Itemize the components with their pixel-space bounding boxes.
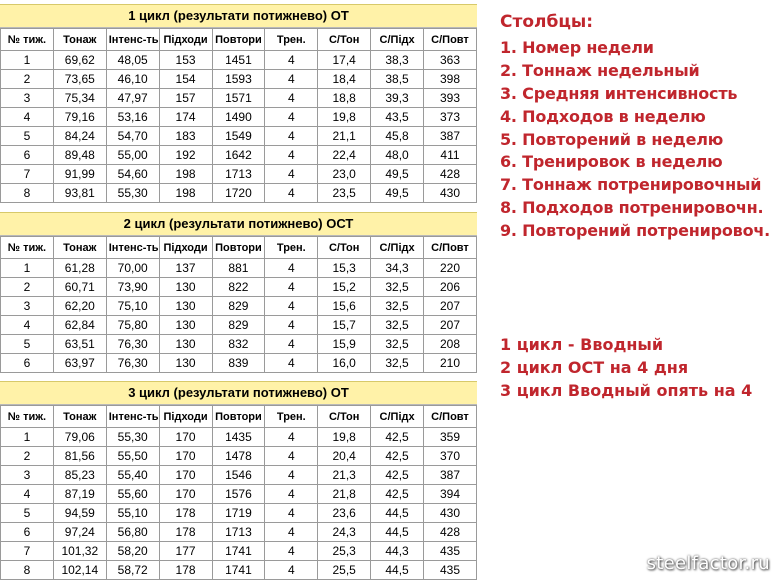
table-cell: 137 xyxy=(159,259,212,278)
legend-item: 5. Повторений в неделю xyxy=(500,129,724,149)
table-cell: 1576 xyxy=(212,485,265,504)
table-cell: 170 xyxy=(159,485,212,504)
cycle-note: 2 цикл ОСТ на 4 дня xyxy=(500,358,689,377)
table-cell: 62,84 xyxy=(53,316,106,335)
table-cell: 16,0 xyxy=(318,354,371,373)
cycle-1-block xyxy=(0,4,477,203)
table-cell: 15,7 xyxy=(318,316,371,335)
table-cell: 208 xyxy=(424,335,477,354)
table-row xyxy=(1,89,477,108)
table-row xyxy=(1,259,477,278)
column-header: № тиж. xyxy=(1,237,54,259)
table-cell: 387 xyxy=(424,127,477,146)
table-cell: 24,3 xyxy=(318,523,371,542)
legend-item: 9. Повторений потренировоч. xyxy=(500,221,771,241)
table-cell: 130 xyxy=(159,297,212,316)
table-cell: 23,0 xyxy=(318,165,371,184)
table-cell: 411 xyxy=(424,146,477,165)
legend-item: 3. Средняя интенсивность xyxy=(500,83,738,103)
table-cell: 398 xyxy=(424,70,477,89)
table-cell: 56,80 xyxy=(106,523,159,542)
table-cell: 839 xyxy=(212,354,265,373)
table-cell: 44,3 xyxy=(371,542,424,561)
table-cell: 1719 xyxy=(212,504,265,523)
table-row xyxy=(1,485,477,504)
table-cell: 5 xyxy=(1,127,54,146)
table-cell: 1593 xyxy=(212,70,265,89)
table-cell: 93,81 xyxy=(53,184,106,203)
table-cell: 2 xyxy=(1,278,54,297)
column-header: Тонаж xyxy=(53,29,106,51)
table-cell: 206 xyxy=(424,278,477,297)
table-cell: 62,20 xyxy=(53,297,106,316)
column-header: С/Тон xyxy=(318,406,371,428)
table-cell: 1713 xyxy=(212,523,265,542)
table-cell: 23,5 xyxy=(318,184,371,203)
header-row xyxy=(1,29,477,51)
table-cell: 18,4 xyxy=(318,70,371,89)
table-cell: 15,6 xyxy=(318,297,371,316)
table-cell: 6 xyxy=(1,354,54,373)
table-cell: 55,30 xyxy=(106,184,159,203)
column-header: С/Підх xyxy=(371,29,424,51)
table-row xyxy=(1,127,477,146)
table-cell: 387 xyxy=(424,466,477,485)
table-cell: 130 xyxy=(159,278,212,297)
column-header: № тиж. xyxy=(1,406,54,428)
table-cell: 130 xyxy=(159,316,212,335)
table-row xyxy=(1,561,477,580)
table-cell: 73,65 xyxy=(53,70,106,89)
table-cell: 4 xyxy=(265,259,318,278)
column-header: Тонаж xyxy=(53,237,106,259)
column-header: Трен. xyxy=(265,406,318,428)
table-cell: 19,8 xyxy=(318,428,371,447)
table-cell: 3 xyxy=(1,297,54,316)
legend-item: 7. Тоннаж потренировочный xyxy=(500,175,762,195)
table-cell: 881 xyxy=(212,259,265,278)
table-cell: 1 xyxy=(1,259,54,278)
column-header: С/Підх xyxy=(371,237,424,259)
table-cell: 76,30 xyxy=(106,335,159,354)
column-header: Підходи xyxy=(159,29,212,51)
legend-item: 2. Тоннаж недельный xyxy=(500,60,700,80)
table-cell: 207 xyxy=(424,297,477,316)
table-cell: 47,97 xyxy=(106,89,159,108)
table-cell: 4 xyxy=(265,428,318,447)
table-cell: 85,23 xyxy=(53,466,106,485)
table-cell: 42,5 xyxy=(371,428,424,447)
cycle-title: 3 цикл (результати потижнево) ОТ xyxy=(0,381,477,405)
table-cell: 43,5 xyxy=(371,108,424,127)
table-cell: 55,40 xyxy=(106,466,159,485)
table-cell: 63,97 xyxy=(53,354,106,373)
table-cell: 63,51 xyxy=(53,335,106,354)
table-cell: 76,30 xyxy=(106,354,159,373)
table-cell: 55,10 xyxy=(106,504,159,523)
cycle-title: 2 цикл (результати потижнево) ОСТ xyxy=(0,212,477,236)
table-cell: 2 xyxy=(1,447,54,466)
table-row xyxy=(1,354,477,373)
table-cell: 178 xyxy=(159,561,212,580)
table-cell: 170 xyxy=(159,466,212,485)
table-cell: 4 xyxy=(1,485,54,504)
table-cell: 430 xyxy=(424,184,477,203)
header-row xyxy=(1,237,477,259)
table-row xyxy=(1,335,477,354)
table-row xyxy=(1,297,477,316)
table-cell: 220 xyxy=(424,259,477,278)
table-cell: 23,6 xyxy=(318,504,371,523)
column-header: Повтори xyxy=(212,406,265,428)
table-cell: 17,4 xyxy=(318,51,371,70)
table-cell: 38,5 xyxy=(371,70,424,89)
table-cell: 6 xyxy=(1,523,54,542)
table-cell: 5 xyxy=(1,504,54,523)
table-cell: 6 xyxy=(1,146,54,165)
table-cell: 435 xyxy=(424,542,477,561)
cycle-table xyxy=(0,405,477,580)
table-cell: 1 xyxy=(1,51,54,70)
table-cell: 58,20 xyxy=(106,542,159,561)
table-cell: 4 xyxy=(265,316,318,335)
table-cell: 4 xyxy=(265,278,318,297)
table-cell: 48,05 xyxy=(106,51,159,70)
table-cell: 153 xyxy=(159,51,212,70)
column-header: Повтори xyxy=(212,237,265,259)
table-cell: 49,5 xyxy=(371,184,424,203)
table-cell: 4 xyxy=(265,165,318,184)
table-cell: 1720 xyxy=(212,184,265,203)
table-cell: 48,0 xyxy=(371,146,424,165)
header-row xyxy=(1,406,477,428)
table-cell: 373 xyxy=(424,108,477,127)
table-cell: 44,5 xyxy=(371,561,424,580)
table-row xyxy=(1,542,477,561)
table-cell: 54,60 xyxy=(106,165,159,184)
table-row xyxy=(1,316,477,335)
legend-item: 6. Тренировок в неделю xyxy=(500,152,723,172)
table-cell: 1478 xyxy=(212,447,265,466)
table-cell: 60,71 xyxy=(53,278,106,297)
cycle-3-block xyxy=(0,381,477,580)
table-cell: 81,56 xyxy=(53,447,106,466)
column-header: Повтори xyxy=(212,29,265,51)
table-cell: 73,90 xyxy=(106,278,159,297)
table-cell: 4 xyxy=(265,354,318,373)
table-cell: 101,32 xyxy=(53,542,106,561)
table-cell: 394 xyxy=(424,485,477,504)
table-cell: 34,3 xyxy=(371,259,424,278)
table-cell: 102,14 xyxy=(53,561,106,580)
table-cell: 38,3 xyxy=(371,51,424,70)
table-cell: 15,9 xyxy=(318,335,371,354)
table-cell: 829 xyxy=(212,316,265,335)
table-cell: 210 xyxy=(424,354,477,373)
table-cell: 1713 xyxy=(212,165,265,184)
table-cell: 55,30 xyxy=(106,428,159,447)
table-cell: 79,16 xyxy=(53,108,106,127)
table-cell: 157 xyxy=(159,89,212,108)
table-cell: 1571 xyxy=(212,89,265,108)
table-cell: 87,19 xyxy=(53,485,106,504)
cycle-note: 1 цикл - Вводный xyxy=(500,335,664,354)
table-cell: 428 xyxy=(424,165,477,184)
table-cell: 69,62 xyxy=(53,51,106,70)
table-row xyxy=(1,184,477,203)
table-row xyxy=(1,428,477,447)
column-header: С/Тон xyxy=(318,29,371,51)
table-row xyxy=(1,165,477,184)
table-cell: 832 xyxy=(212,335,265,354)
table-cell: 4 xyxy=(265,335,318,354)
table-cell: 91,99 xyxy=(53,165,106,184)
legend-item: 4. Подходов в неделю xyxy=(500,106,706,126)
table-cell: 4 xyxy=(265,108,318,127)
table-cell: 4 xyxy=(265,146,318,165)
table-cell: 170 xyxy=(159,428,212,447)
legend-item: 1. Номер недели xyxy=(500,38,654,57)
table-cell: 154 xyxy=(159,70,212,89)
table-cell: 207 xyxy=(424,316,477,335)
table-cell: 8 xyxy=(1,561,54,580)
cycle-note: 3 цикл Вводный опять на 4 xyxy=(500,381,753,400)
table-cell: 53,16 xyxy=(106,108,159,127)
table-cell: 49,5 xyxy=(371,165,424,184)
table-cell: 44,5 xyxy=(371,504,424,523)
table-cell: 198 xyxy=(159,184,212,203)
table-cell: 359 xyxy=(424,428,477,447)
table-cell: 183 xyxy=(159,127,212,146)
table-cell: 4 xyxy=(265,297,318,316)
table-cell: 32,5 xyxy=(371,297,424,316)
table-row xyxy=(1,466,477,485)
table-cell: 3 xyxy=(1,89,54,108)
table-cell: 42,5 xyxy=(371,485,424,504)
table-cell: 7 xyxy=(1,165,54,184)
table-cell: 178 xyxy=(159,504,212,523)
table-cell: 7 xyxy=(1,542,54,561)
table-cell: 370 xyxy=(424,447,477,466)
table-cell: 130 xyxy=(159,335,212,354)
table-cell: 4 xyxy=(265,127,318,146)
column-header: Підходи xyxy=(159,406,212,428)
table-cell: 55,00 xyxy=(106,146,159,165)
table-cell: 32,5 xyxy=(371,316,424,335)
table-cell: 61,28 xyxy=(53,259,106,278)
table-cell: 32,5 xyxy=(371,335,424,354)
table-cell: 89,48 xyxy=(53,146,106,165)
table-cell: 75,34 xyxy=(53,89,106,108)
legend-item: 8. Подходов потренировочн. xyxy=(500,198,764,218)
table-cell: 18,8 xyxy=(318,89,371,108)
column-header: С/Підх xyxy=(371,406,424,428)
table-cell: 174 xyxy=(159,108,212,127)
table-cell: 1451 xyxy=(212,51,265,70)
column-header: С/Повт xyxy=(424,237,477,259)
table-cell: 58,72 xyxy=(106,561,159,580)
column-header: Інтенс-ть xyxy=(106,237,159,259)
table-cell: 21,1 xyxy=(318,127,371,146)
column-header: С/Тон xyxy=(318,237,371,259)
table-cell: 45,8 xyxy=(371,127,424,146)
table-cell: 829 xyxy=(212,297,265,316)
table-cell: 97,24 xyxy=(53,523,106,542)
table-cell: 75,10 xyxy=(106,297,159,316)
table-cell: 1741 xyxy=(212,561,265,580)
table-cell: 15,2 xyxy=(318,278,371,297)
column-header: № тиж. xyxy=(1,29,54,51)
table-cell: 4 xyxy=(265,70,318,89)
table-cell: 393 xyxy=(424,89,477,108)
table-cell: 178 xyxy=(159,523,212,542)
table-cell: 44,5 xyxy=(371,523,424,542)
table-cell: 4 xyxy=(265,485,318,504)
table-cell: 75,80 xyxy=(106,316,159,335)
table-cell: 22,4 xyxy=(318,146,371,165)
cycle-notes-list xyxy=(500,333,752,402)
columns-legend-heading: Столбцы: xyxy=(500,12,594,32)
table-cell: 4 xyxy=(265,561,318,580)
table-cell: 4 xyxy=(1,316,54,335)
table-cell: 1549 xyxy=(212,127,265,146)
table-cell: 1546 xyxy=(212,466,265,485)
table-row xyxy=(1,447,477,466)
table-row xyxy=(1,504,477,523)
table-cell: 1642 xyxy=(212,146,265,165)
table-row xyxy=(1,51,477,70)
table-cell: 5 xyxy=(1,335,54,354)
table-cell: 19,8 xyxy=(318,108,371,127)
table-cell: 8 xyxy=(1,184,54,203)
table-cell: 46,10 xyxy=(106,70,159,89)
table-cell: 54,70 xyxy=(106,127,159,146)
table-cell: 55,60 xyxy=(106,485,159,504)
table-cell: 192 xyxy=(159,146,212,165)
table-cell: 15,3 xyxy=(318,259,371,278)
table-cell: 1741 xyxy=(212,542,265,561)
table-row xyxy=(1,523,477,542)
cycle-table xyxy=(0,236,477,373)
table-cell: 55,50 xyxy=(106,447,159,466)
table-cell: 94,59 xyxy=(53,504,106,523)
columns-legend-list xyxy=(500,37,770,243)
table-cell: 32,5 xyxy=(371,278,424,297)
cycle-table xyxy=(0,28,477,203)
table-cell: 21,3 xyxy=(318,466,371,485)
table-cell: 84,24 xyxy=(53,127,106,146)
table-cell: 20,4 xyxy=(318,447,371,466)
table-cell: 3 xyxy=(1,466,54,485)
table-cell: 4 xyxy=(265,466,318,485)
table-cell: 1 xyxy=(1,428,54,447)
cycle-2-block xyxy=(0,212,477,373)
column-header: Тонаж xyxy=(53,406,106,428)
cycle-title: 1 цикл (результати потижнево) ОТ xyxy=(0,4,477,28)
table-cell: 42,5 xyxy=(371,466,424,485)
table-cell: 2 xyxy=(1,70,54,89)
table-cell: 198 xyxy=(159,165,212,184)
table-cell: 79,06 xyxy=(53,428,106,447)
table-cell: 430 xyxy=(424,504,477,523)
table-cell: 4 xyxy=(265,184,318,203)
table-cell: 42,5 xyxy=(371,447,424,466)
column-header: Трен. xyxy=(265,29,318,51)
table-cell: 130 xyxy=(159,354,212,373)
table-cell: 4 xyxy=(265,542,318,561)
column-header: Інтенс-ть xyxy=(106,29,159,51)
table-cell: 4 xyxy=(265,89,318,108)
table-cell: 70,00 xyxy=(106,259,159,278)
table-cell: 4 xyxy=(265,447,318,466)
column-header: Підходи xyxy=(159,237,212,259)
table-cell: 25,5 xyxy=(318,561,371,580)
table-cell: 39,3 xyxy=(371,89,424,108)
table-cell: 4 xyxy=(1,108,54,127)
table-cell: 363 xyxy=(424,51,477,70)
table-row xyxy=(1,146,477,165)
table-cell: 32,5 xyxy=(371,354,424,373)
table-cell: 822 xyxy=(212,278,265,297)
table-row xyxy=(1,70,477,89)
table-cell: 435 xyxy=(424,561,477,580)
column-header: Інтенс-ть xyxy=(106,406,159,428)
table-cell: 25,3 xyxy=(318,542,371,561)
table-cell: 428 xyxy=(424,523,477,542)
table-cell: 170 xyxy=(159,447,212,466)
table-cell: 21,8 xyxy=(318,485,371,504)
column-header: С/Повт xyxy=(424,406,477,428)
table-cell: 177 xyxy=(159,542,212,561)
column-header: С/Повт xyxy=(424,29,477,51)
table-cell: 1490 xyxy=(212,108,265,127)
table-cell: 4 xyxy=(265,504,318,523)
table-row xyxy=(1,108,477,127)
table-cell: 4 xyxy=(265,51,318,70)
site-watermark: steelfactor.ru xyxy=(646,553,770,574)
table-cell: 1435 xyxy=(212,428,265,447)
column-header: Трен. xyxy=(265,237,318,259)
table-cell: 4 xyxy=(265,523,318,542)
table-row xyxy=(1,278,477,297)
